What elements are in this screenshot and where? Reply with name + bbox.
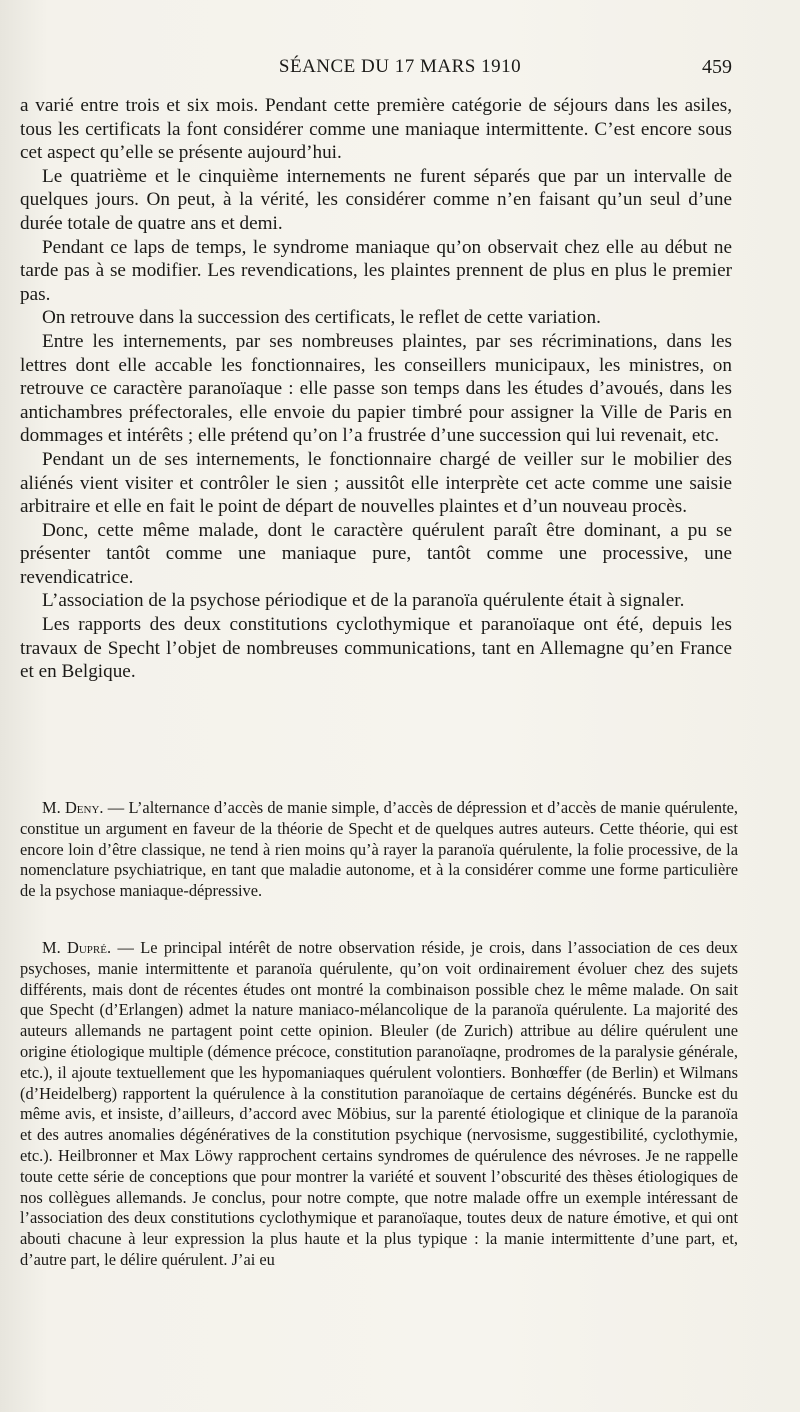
paragraph: On retrouve dans la succession des certificats, le reflet de cette variation. — [42, 307, 601, 329]
paragraph: Le quatrième et le cinquième internements ne furent séparés que par un intervalle de quelques jours. On peut, à la vérité, les considérer comme n’en faisant qu’un seul d’une durée totale de quatre ans et demi. — [20, 165, 732, 234]
intervention-text: — Le principal intérêt de notre observation réside, je crois, dans l’association de ces deux psychoses, manie intermittente et paranoïa quérulente, qu’on voit ordinairement évoluer chez des sujets différents, mais dont de récentes études ont montré la combinaison possible chez le même malade. On sait que Specht (d’Erlangen) admet la nature maniaco-mélancolique de la paranoïa quérulente. La majorité des auteurs allemands ne partagent point cette opinion. Bleuler (de Zurich) attribue au délire quérulent une origine étiologique multiple (démence précoce, constitution paranoïaqne, prodromes de la paralysie générale, etc.), il ajoute textuellement que les hypomaniaques quérulent volontiers. Bonhœffer (de Berlin) et Wilmans (d’Heidelberg) rapportent la quérulence à la constitution paranoïaque de certains dégénérés. Buncke est du même avis, et insiste, d’ailleurs, d’accord avec Möbius, sur la parenté étiologique et clinique de la paranoïa et des autres anomalies dégénératives de la constitution psychique (nervosisme, suggestibilité, cyclothymie, etc.). Heilbronner et Max Löwy rapprochent certains syndromes de quérulence des névroses. Je ne rappelle toute cette série de conceptions que pour montrer la variété et souvent l’obscurité des thèses étiologiques de nos collègues allemands. Je conclus, pour notre compte, que notre malade offre un exemple intéressant de l’association des deux constitutions cyclothymique et paranoïaque, toutes deux de nature émotive, et qui ont abouti chacune à leur expression la plus haute et la plus typique : la manie intermittente d’une part, et, d’autre part, le délire quérulent. J’ai eu — [20, 938, 738, 1269]
speaker-name: M. Deny. — [42, 798, 104, 817]
page-number: 459 — [702, 56, 732, 78]
paragraph: Pendant ce laps de temps, le syndrome maniaque qu’on observait chez elle au début ne tarde pas à se modifier. Les revendications, les plaintes prennent de plus en plus le premier pas. — [20, 236, 732, 305]
paragraph: L’association de la psychose périodique et de la paranoïa quérulente était à signaler. — [42, 590, 685, 612]
intervention-paragraph — [20, 798, 738, 902]
intervention-paragraph — [20, 938, 738, 1271]
paragraph: Pendant un de ses internements, le fonctionnaire chargé de veiller sur le mobilier des aliénés vient visiter et contrôler le sien ; aussitôt elle interprète cet acte comme une saisie arbitraire et elle en fait le point de départ de nouvelles plaintes et d’un nouveau procès. — [20, 448, 732, 518]
running-header — [0, 52, 800, 82]
speaker-name: M. Dupré. — [42, 938, 112, 957]
paragraph: a varié entre trois et six mois. Pendant cette première catégorie de séjours dans les asiles, tous les certificats la font considérer comme une maniaque intermittente. C’est encore sous cet aspect qu’elle se présente aujourd’hui. — [20, 95, 732, 164]
dupre-intervention — [20, 938, 738, 1271]
running-title: SÉANCE DU 17 MARS 1910 — [278, 56, 522, 77]
paragraph: Les rapports des deux constitutions cyclothymique et paranoïaque ont été, depuis les travaux de Specht l’objet de nombreuses communications, tant en Allemagne qu’en France et en Belgique. — [20, 614, 732, 683]
main-text — [20, 94, 732, 684]
paragraph: Donc, cette même malade, dont le caractère quérulent paraît être dominant, a pu se présenter tantôt comme une maniaque pure, tantôt comme une processive, une revendicatrice. — [20, 519, 732, 588]
deny-intervention — [20, 798, 738, 902]
paragraph: Entre les internements, par ses nombreuses plaintes, par ses récriminations, dans les lettres dont elle accable les fonctionnaires, les conseillers municipaux, les ministres, on retrouve ce caractère paranoïaque : elle passe son temps dans les études d’avoués, dans les antichambres préfectorales, elle envoie du papier timbré pour assigner la Ville de Paris en dommages et intérêts ; elle prétend qu’on l’a frustrée d’une succession qui lui revenait, etc. — [20, 330, 732, 447]
intervention-text: — L’alternance d’accès de manie simple, d’accès de dépression et d’accès de manie quérulente, constitue un argument en faveur de la théorie de Specht et de quelques autres auteurs. Cette théorie, qui est encore loin d’être classique, ne tend à rien moins qu’à rayer la paranoïa quérulente, la folie processive, de la nomenclature psychiatrique, en tant que maladie autonome, et à la considérer comme une forme particulière de la psychose maniaque-dépressive. — [20, 798, 738, 901]
